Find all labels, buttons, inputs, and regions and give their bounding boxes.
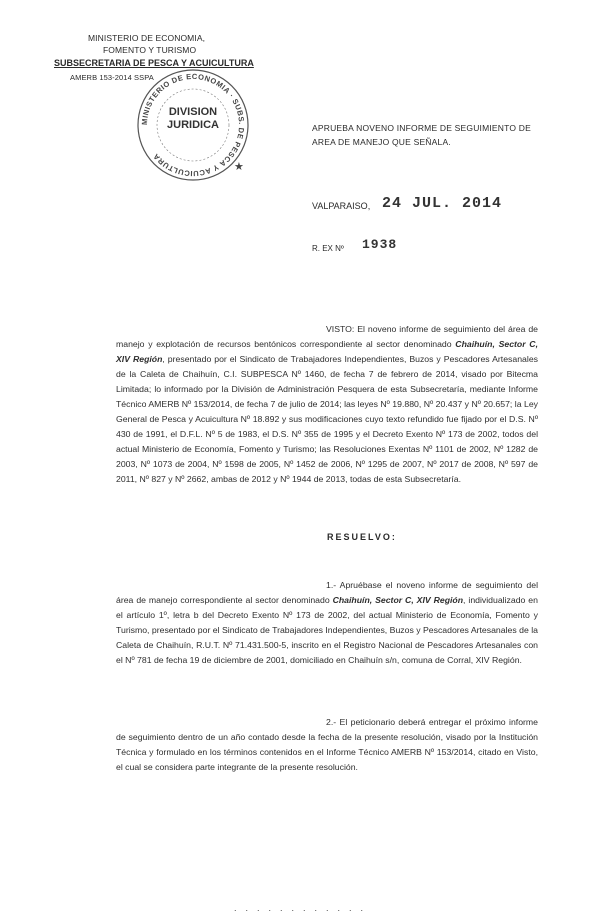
stamp-star-icon: ★ (234, 161, 244, 173)
stamp-ring-text: MINISTERIO DE ECONOMIA · SUBS. DE PESCA Y ACUICULTURA (139, 71, 247, 179)
point-1-sector: Chaihuín, Sector C, XIV Región (332, 595, 464, 605)
point-1-rest: , individualizado en el artículo 1º, letra b del Decreto Exento Nº 173 de 2002, del actual Ministerio de Economía, Fomento y Turismo, presentado por el Sindicato de Trabajadores Independientes, Buzos y Pescadores Artesanales de la Caleta de Chaihuín, R.U.T. Nº 71.431.500-5, inscrito en el Registro Nacional de Pescadores Artesanales con el Nº 781 de fecha 19 de diciembre de 2001, domiciliado en Chaihuín s/n, comuna de Corral, XIV Región. (116, 595, 538, 665)
resuelvo-point-1 (116, 578, 538, 668)
resuelvo-heading: RESUELVO: (327, 532, 397, 542)
resuelvo-point-2: 2.- El peticionario deberá entregar el próximo informe de seguimiento dentro de un año contado desde la fecha de la presente resolución, visado por la Institución Técnica y formulado en los términos contenidos en el Informe Técnico AMERB Nº 153/2014, citado en Visto, el cual se considera parte integrante de la presente resolución. (116, 717, 538, 772)
ministry-name: MINISTERIO DE ECONOMIA, (88, 33, 206, 43)
footer-scan-marks: · · · · · · · · · · · · (233, 905, 367, 915)
resolution-number: 1938 (362, 237, 398, 252)
resolution-label: R. EX Nº (312, 244, 344, 253)
resolution-date: 24 JUL. 2014 (382, 195, 503, 212)
point-1-lead: 1.- Apruébase el noveno informe de seguimiento del área de manejo correspondiente al sector denominado (116, 580, 538, 605)
ministry-subname: FOMENTO Y TURISMO (103, 45, 197, 55)
visto-rest: , presentado por el Sindicato de Trabajadores Independientes, Buzos y Pescadores Artesanales de la Caleta de Chaihuín, C.I. SUBPESCA Nº 1460, de fecha 7 de febrero de 2014, visado por Bitecma Limitada; lo informado por la División de Administración Pesquera de esta Subsecretaría, mediante Informe Técnico AMERB Nº 153/2014, de fecha 7 de julio de 2014; las leyes Nº 19.880, Nº 20.437 y Nº 20.657; la Ley General de Pesca y Acuicultura Nº 18.892 y sus modificaciones cuyo texto refundido fue fijado por el D.S. Nº 430 de 1991, el D.F.L. Nº 5 de 1983, el D.S. Nº 355 de 1995 y el Decreto Exento Nº 173 de 2002, todos del actual Ministerio de Economía, Fomento y Turismo; las Resoluciones Exentas Nº 1101 de 2002, Nº 1282 de 2003, Nº 1073 de 2004, Nº 1598 de 2005, Nº 1452 de 2006, Nº 1295 de 2007, Nº 2017 de 2008, Nº 597 de 2011, Nº 827 y Nº 2662, ambas de 2012 y Nº 1944 de 2013, todas de esta Subsecretaría. (116, 354, 538, 484)
division-juridica-stamp (134, 66, 252, 184)
city-label: VALPARAISO, (312, 201, 371, 211)
subsecretaria-name: SUBSECRETARIA DE PESCA Y ACUICULTURA (54, 58, 254, 68)
visto-sector: Chaihuín, Sector C, XIV Región (116, 339, 538, 364)
amerb-reference: AMERB 153-2014 SSPA (70, 73, 154, 82)
visto-lead: VISTO: El noveno informe de seguimiento del área de manejo y explotación de recursos bentónicos correspondiente al sector denominado (116, 324, 538, 349)
stamp-line-division: DIVISION (168, 106, 218, 118)
stamp-line-juridica: JURIDICA (167, 119, 219, 131)
subject-line-1: APRUEBA NOVENO INFORME DE SEGUIMIENTO DE (312, 123, 531, 133)
subject-line-2: AREA DE MANEJO QUE SEÑALA. (312, 137, 451, 147)
visto-paragraph (116, 322, 538, 487)
